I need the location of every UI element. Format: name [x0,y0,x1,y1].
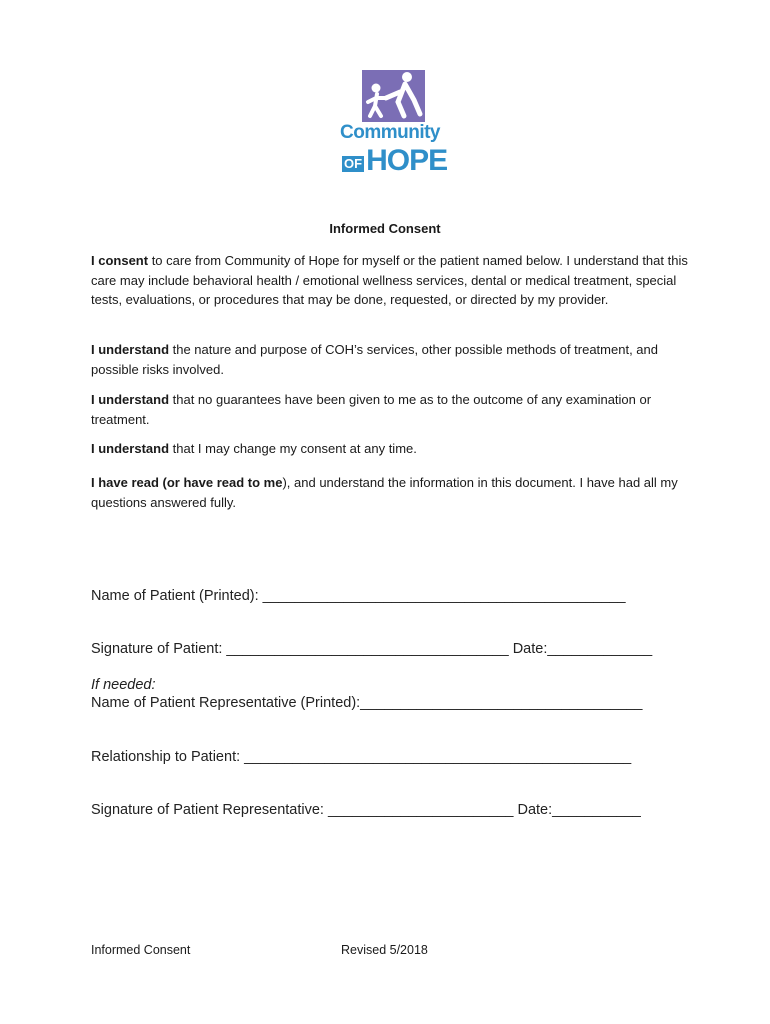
patient-signature-field[interactable]: Signature of Patient: ___________________________________ Date:_____________ [91,641,653,657]
understand-text-2: that no guarantees have been given to me as to the outcome of any examination or treatment. [91,392,652,427]
logo-figures-icon [362,70,425,122]
understand-text-3: that I may change my consent at any time. [169,441,417,456]
footer-doc-name: Informed Consent [91,943,191,957]
have-read-bold: I have read (or have read to me [91,475,283,490]
logo-of-hope [342,144,447,176]
understand-guarantees-paragraph [91,390,691,429]
consent-text: to care from Community of Hope for myself or the patient named below. I understand that this care may include behavioral health / emotional wellness services, dental or medical treatment, special tests, evaluations, or procedures that may be done, requested, or directed by my provider. [91,253,688,307]
representative-name-field[interactable]: Name of Patient Representative (Printed):___________________________________ [91,695,643,711]
understand-bold-3: I understand [91,441,170,456]
consent-paragraph [91,251,691,310]
logo-of-text: OF [344,156,363,171]
patient-name-field[interactable]: Name of Patient (Printed): _____________________________________________ [91,588,626,604]
document-title: Informed Consent [329,221,441,236]
understand-nature-paragraph [91,340,691,379]
understand-text-1: the nature and purpose of COH’s services, other possible methods of treatment, and possible risks involved. [91,342,658,377]
have-read-paragraph [91,473,691,512]
logo-community-text: Community [340,122,440,143]
community-of-hope-logo [340,70,448,178]
understand-change-paragraph [91,439,691,459]
have-read-text: ), and understand the information in this document. I have had all my questions answered fully. [91,475,678,510]
consent-bold: I consent [91,253,149,268]
footer-revision: Revised 5/2018 [341,943,428,957]
if-needed-label: If needed: [91,677,156,693]
logo-hope-text: HOPE [366,144,448,177]
understand-bold-1: I understand [91,342,170,357]
understand-bold-2: I understand [91,392,170,407]
relationship-field[interactable]: Relationship to Patient: ________________________________________________ [91,749,632,765]
representative-signature-field[interactable]: Signature of Patient Representative: _______________________ Date:___________ [91,802,641,818]
